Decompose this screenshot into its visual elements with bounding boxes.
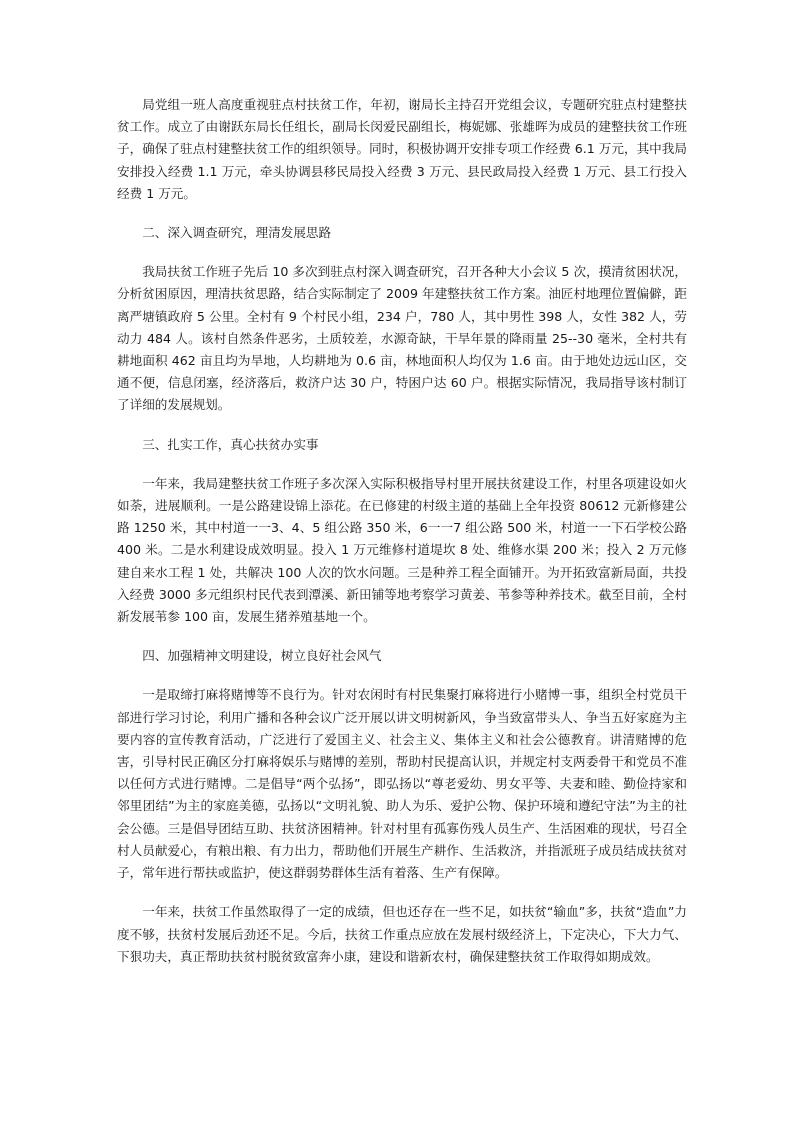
paragraph-party-leadership: 局党组一班人高度重视驻点村扶贫工作，年初，谢局长主持召开党组会议，专题研究驻点村建整扶贫工作。成立了由谢跃东局长任组长，副局长闵爱民副组长，梅妮娜、张雄晖为成员的建整扶贫工作班子，确保了驻点村建整扶贫工作的组织领导。同时，积极协调开安排专项工作经费 6.1 万元，其中我局安排投入经费 1.1 万元，牵头协调县移民局投入经费 3 万元、县民政局投入经费 1 万元、县工行投入经费 1 万元。 — [117, 97, 687, 201]
section-heading-civilization: 四、加强精神文明建设，树立良好社会风气 — [142, 648, 382, 664]
paragraph-civilization: 一是取缔打麻将赌博等不良行为。针对农闲时有村民集聚打麻将进行小赌博一事，组织全村党员干部进行学习讨论，利用广播和各种会议广泛开展以讲文明树新风，争当致富带头人、争当五好家庭为主要内容的宣传教育活动，广泛进行了爱国主义、社会主义、集体主义和社会公德教育。讲清赌博的危害，引导村民正确区分打麻将娱乐与赌博的差别，帮助村民提高认识，并规定村支两委骨干和党员不准以任何方式进行赌博。二是倡导“两个弘扬”，即弘扬以“尊老爱幼、男女平等、夫妻和睦、勤俭持家和邻里团结”为主的家庭美德，弘扬以“文明礼貌、助人为乐、爱护公物、保护环境和遵纪守法”为主的社会公德。三是倡导团结互助、扶贫济困精神。针对村里有孤寡伤残人员生产、生活困难的现状，号召全村人员献爱心，有粮出粮、有力出力，帮助他们开展生产耕作、生活救济，并指派班子成员结成扶贫对子，常年进行帮扶或监护，使这群弱势群体生活有着落、生产有保障。 — [117, 687, 687, 881]
document-body — [117, 94, 687, 968]
section-heading-investigation: 二、深入调查研究，理清发展思路 — [142, 225, 332, 241]
paragraph-investigation: 我局扶贫工作班子先后 10 多次到驻点村深入调查研究，召开各种大小会议 5 次，摸清贫困状况，分析贫困原因，理清扶贫思路，结合实际制定了 2009 年建整扶贫工作方案。油匠村地理位置偏僻，距离严塘镇政府 5 公里。全村有 9 个村民小组，234 户，780 人，其中男性 398 人，女性 382 人，劳动力 484 人。该村自然条件恶劣，土质较差，水源奇缺，干旱年景的降雨量 25--30 毫米，全村共有耕地面积 462 亩且均为旱地，人均耕地为 0.6 亩，林地面积人均仅为 1.6 亩。由于地处边远山区，交通不便，信息闭塞，经济落后，救济户达 30 户，特困户达 60 户。根据实际情况，我局指导该村制订了详细的发展规划。 — [117, 264, 687, 413]
section-heading-practical-work: 三、扎实工作，真心扶贫办实事 — [142, 436, 319, 452]
paragraph-conclusion: 一年来，扶贫工作虽然取得了一定的成绩，但也还存在一些不足，如扶贫“输血”多，扶贫“造血”力度不够，扶贫村发展后劲还不足。今后，扶贫工作重点应放在发展村级经济上，下定决心，下大力气、下狠功夫，真正帮助扶贫村脱贫致富奔小康，建设和谐新农村，确保建整扶贫工作取得如期成效。 — [117, 904, 687, 964]
paragraph-practical-work: 一年来，我局建整扶贫工作班子多次深入实际积极指导村里开展扶贫建设工作，村里各项建设如火如荼，进展顺利。一是公路建设锦上添花。在已修建的村级主道的基础上全年投资 80612 元新修建公路 1250 米，其中村道一一3、4、5 组公路 350 米，6一一7 组公路 500 米，村道一一下石学校公路 400 米。二是水利建设成效明显。投入 1 万元维修村道堤坎 8 处、维修水渠 200 米；投入 2 万元修建自来水工程 1 处，共解决 100 人次的饮水问题。三是种养工程全面铺开。为开拓致富新局面，共投入经费 3000 多元组织村民代表到潭溪、新田铺等地考察学习黄姜、苇参等种养技术。截至目前，全村新发展苇参 100 亩，发展生猪养殖基地一个。 — [117, 475, 687, 625]
